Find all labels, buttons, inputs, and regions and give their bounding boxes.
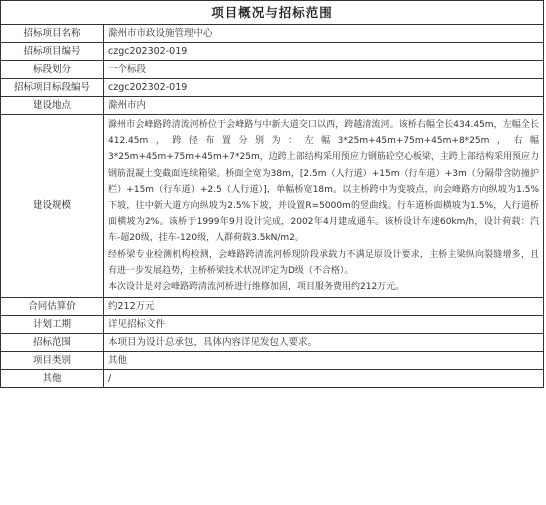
table-row bbox=[1, 25, 544, 43]
section-division-value: 一个标段 bbox=[104, 61, 544, 79]
table-row bbox=[1, 79, 544, 97]
section-number-label: 招标项目标段编号 bbox=[1, 79, 104, 97]
scale-paragraph-design: 本次设计是对会峰路跨清流河桥进行维修加固，项目服务费用约212万元。 bbox=[108, 282, 405, 293]
scale-paragraph-inspection: 经桥梁专业检测机构检测，会峰路跨清流河桥现阶段承载力不满足原设计要求，主桥主梁纵向裂缝增多，且有进一步发展趋势，主桥桥梁技术状况评定为D级（不合格）。 bbox=[108, 249, 539, 276]
project-info-table bbox=[0, 24, 544, 388]
project-name-value: 滁州市市政设施管理中心 bbox=[104, 25, 544, 43]
section-division-label: 标段划分 bbox=[1, 61, 104, 79]
other-label: 其他 bbox=[1, 370, 104, 388]
construction-site-value: 滁州市内 bbox=[104, 97, 544, 115]
table-row bbox=[1, 352, 544, 370]
schedule-label: 计划工期 bbox=[1, 316, 104, 334]
table-row bbox=[1, 43, 544, 61]
contract-estimate-label: 合同估算价 bbox=[1, 298, 104, 316]
contract-estimate-value: 约212万元 bbox=[104, 298, 544, 316]
document-title: 项目概况与招标范围 bbox=[0, 0, 544, 24]
construction-scale-description bbox=[104, 115, 544, 298]
section-number-value: czgc202302-019 bbox=[104, 79, 544, 97]
other-value: / bbox=[104, 370, 544, 388]
project-category-label: 项目类别 bbox=[1, 352, 104, 370]
table-row bbox=[1, 61, 544, 79]
table-row bbox=[1, 97, 544, 115]
construction-site-label: 建设地点 bbox=[1, 97, 104, 115]
bidding-scope-label: 招标范围 bbox=[1, 334, 104, 352]
construction-scale-label: 建设规模 bbox=[1, 115, 104, 298]
bidding-scope-value: 本项目为设计总承包，具体内容详见发包人要求。 bbox=[104, 334, 544, 352]
table-row bbox=[1, 316, 544, 334]
project-number-value: czgc202302-019 bbox=[104, 43, 544, 61]
project-number-label: 招标项目编号 bbox=[1, 43, 104, 61]
table-row bbox=[1, 370, 544, 388]
scale-paragraph-bridge: 滁州市会峰路跨清流河桥位于会峰路与中新大道交口以西，跨越清流河。该桥右幅全长434.45m，左幅全长412.45m，跨径布置分别为：左幅3*25m+45m+75m+45m+8*25m，右幅3*25m+45m+75m+45m+7*25m，边跨上部结构采用预应力钢筋砼空心板梁，主跨上部结构采用预应力钢筋混凝土变截面连续箱梁。桥面全宽为38m，[2.5m（人行道）+15m（行车道）+3m（分隔带含防撞护栏）+15m（行车道）+2.5（人行道）]，单幅桥宽18m。以主桥跨中为变坡点，向会峰路方向纵坡为1.5%下坡，往中新大道方向纵坡为2.5%下坡，并设置R=5000m的竖曲线。行车道桥面横坡为1.5%，人行道桥面横坡为2%。该桥于1999年9月设计完成，2002年4月建成通车。该桥设计车速60km/h，设计荷载：汽车-超20级，挂车-120级，人群荷载3.5kN/m2。 bbox=[108, 120, 539, 244]
table-row bbox=[1, 334, 544, 352]
project-category-value: 其他 bbox=[104, 352, 544, 370]
schedule-value: 详见招标文件 bbox=[104, 316, 544, 334]
project-name-label: 招标项目名称 bbox=[1, 25, 104, 43]
table-row bbox=[1, 298, 544, 316]
table-row bbox=[1, 115, 544, 298]
